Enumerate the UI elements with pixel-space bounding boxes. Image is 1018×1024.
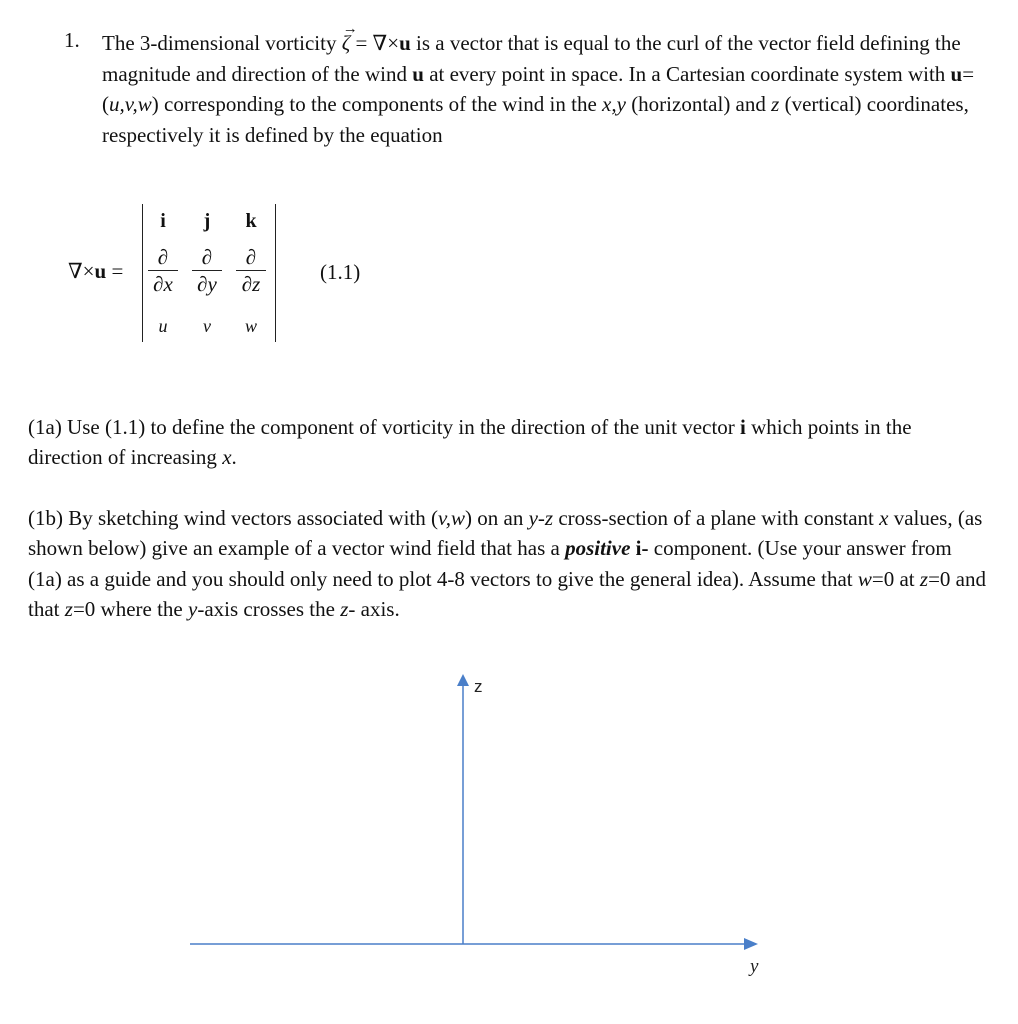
part-b-text: =0 where the bbox=[72, 596, 188, 621]
intro-text: (vertical) coordinates, respectively it is defined by the equation bbox=[102, 92, 969, 147]
intro-text: ) corresponding to the components of the wind in the bbox=[151, 92, 603, 116]
intro-text: at every point in space. In a Cartesian coordinate system with bbox=[423, 61, 951, 86]
x-italic: x bbox=[222, 445, 232, 469]
matrix-u: u bbox=[158, 316, 168, 336]
partial-x bbox=[143, 246, 183, 295]
xy-italic: x,y bbox=[602, 92, 626, 116]
uvw-italic: u,v,w bbox=[109, 92, 152, 116]
w-italic: w bbox=[857, 566, 872, 591]
matrix-v: v bbox=[203, 316, 211, 336]
part-1a bbox=[28, 412, 988, 472]
question-number: 1. bbox=[64, 28, 80, 52]
intro-text: is a vector that is equal to the curl of the vector field defining the magnitude and direction of the wind bbox=[102, 31, 961, 86]
question-intro bbox=[102, 21, 984, 150]
part-b-text: -axis crosses the bbox=[197, 596, 341, 621]
z-italic: z bbox=[340, 596, 349, 621]
u-bold: u bbox=[950, 61, 963, 86]
unit-vector-i: i bbox=[740, 415, 746, 439]
fraction-bar bbox=[148, 270, 178, 271]
part-b-text: - axis. bbox=[348, 596, 400, 621]
positive-emphasis: positive bbox=[565, 536, 631, 561]
u-bold: u bbox=[399, 31, 411, 55]
y-axis-arrow-icon bbox=[744, 938, 758, 950]
part-b-text: ) on an bbox=[465, 506, 529, 530]
x-italic: x bbox=[879, 506, 889, 530]
z-italic: z bbox=[64, 596, 73, 621]
partial-denominator: ∂x bbox=[153, 272, 173, 296]
determinant-matrix bbox=[142, 204, 276, 342]
intro-text: The 3-dimensional vorticity bbox=[102, 31, 342, 55]
u-bold: u bbox=[412, 61, 424, 86]
part-a-text: which points in the direction of increasing bbox=[28, 415, 912, 469]
intro-text: = ∇× bbox=[350, 31, 400, 55]
zeta-symbol: ζ bbox=[341, 31, 351, 55]
yz-italic: y-z bbox=[528, 506, 554, 530]
matrix-w: w bbox=[244, 316, 257, 336]
intro-text: =( bbox=[102, 61, 975, 116]
i-component: i- bbox=[635, 536, 649, 561]
fraction-bar bbox=[192, 270, 222, 271]
part-1b bbox=[28, 503, 988, 624]
partial-numerator: ∂ bbox=[201, 245, 213, 269]
matrix-k: k bbox=[245, 210, 257, 232]
vector-arrow: → bbox=[342, 21, 358, 37]
y-italic: y bbox=[188, 596, 198, 621]
partial-denominator: ∂y bbox=[197, 272, 217, 296]
z-italic: z bbox=[771, 92, 780, 116]
part-a-text: (1a) Use (1.1) to define the component of vorticity in the direction of the unit vector bbox=[28, 415, 741, 439]
yz-axes-diagram bbox=[180, 660, 780, 990]
part-b-text: values, (as shown below) give an example of a vector wind field that has a bbox=[28, 506, 983, 561]
zeta-vector bbox=[341, 21, 358, 59]
part-b-text: component. (Use your answer from (1a) as a guide and you should only need to plot 4-8 vectors to give the general idea). Assume that bbox=[28, 536, 952, 591]
z-axis-arrow-icon bbox=[457, 674, 469, 686]
z-axis-label: z bbox=[474, 677, 483, 696]
y-axis-label: y bbox=[750, 956, 759, 977]
part-b-text: cross-section of a plane with constant bbox=[553, 506, 880, 530]
z-italic: z bbox=[919, 566, 929, 591]
equation-lhs bbox=[68, 259, 123, 284]
matrix-i: i bbox=[160, 210, 166, 232]
part-a-text: . bbox=[231, 445, 237, 469]
matrix-j: j bbox=[203, 210, 211, 232]
part-b-text: =0 at bbox=[871, 566, 920, 591]
fraction-bar bbox=[236, 270, 266, 271]
intro-text: (horizontal) and bbox=[625, 92, 772, 116]
nabla-cross: ∇× bbox=[68, 259, 95, 283]
partial-denominator: ∂z bbox=[241, 272, 261, 296]
partial-numerator: ∂ bbox=[157, 245, 169, 269]
equals-sign: = bbox=[106, 259, 124, 283]
vw-italic: v,w bbox=[438, 506, 466, 530]
partial-z bbox=[231, 246, 271, 295]
equation-number: (1.1) bbox=[320, 260, 361, 284]
question-1 bbox=[64, 21, 984, 150]
partial-numerator: ∂ bbox=[245, 245, 257, 269]
part-b-text: (1b) By sketching wind vectors associated with ( bbox=[28, 506, 438, 530]
part-b-text: =0 and that bbox=[28, 566, 986, 621]
u-bold: u bbox=[94, 259, 107, 283]
partial-y bbox=[187, 246, 227, 295]
